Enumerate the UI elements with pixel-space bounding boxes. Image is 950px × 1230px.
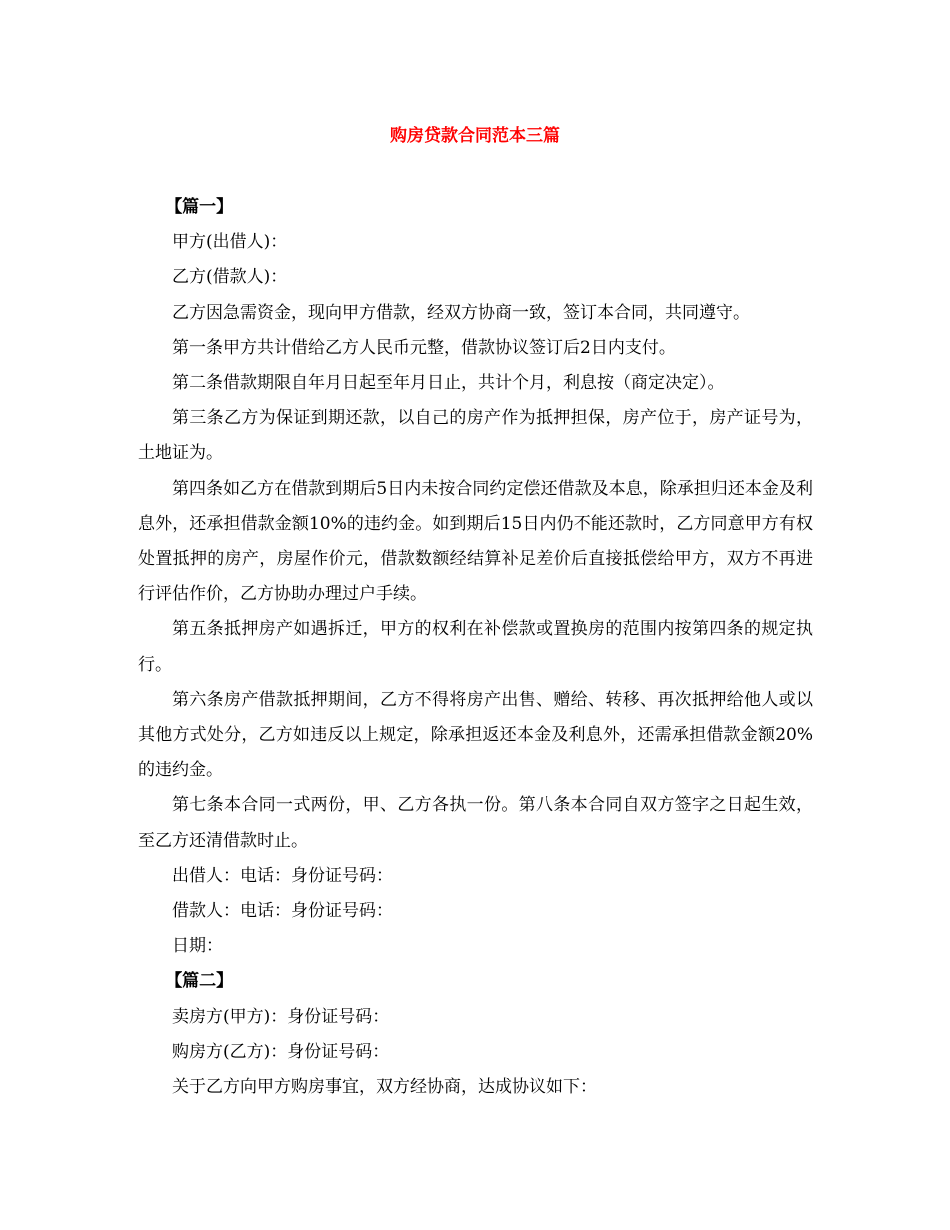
paragraph: 购房方(乙方)：身份证号码：	[172, 1041, 390, 1062]
paragraph: 第三条乙方为保证到期还款，以自己的房产作为抵押担保，房产位于，房产证号为，土地证为。	[138, 408, 813, 464]
paragraph: 日期：	[172, 936, 223, 957]
paragraph: 第二条借款期限自年月日起至年月日止，共计个月，利息按（商定决定）。	[172, 373, 725, 394]
paragraph: 第六条房产借款抵押期间，乙方不得将房产出售、赠给、转移、再次抵押给他人或以其他方式处分，乙方如违反以上规定，除承担返还本金及利息外，还需承担借款金额20%的违约金。	[138, 689, 813, 781]
paragraph: 第七条本合同一式两份，甲、乙方各执一份。第八条本合同自双方签字之日起生效，至乙方还清借款时止。	[138, 795, 813, 851]
section-heading: 【篇二】	[165, 971, 234, 992]
paragraph: 甲方(出借人)：	[172, 232, 288, 253]
section-heading: 【篇一】	[165, 197, 234, 217]
document-title: 购房贷款合同范本三篇	[390, 126, 560, 146]
paragraph: 借款人：电话：身份证号码：	[172, 901, 393, 922]
paragraph: 乙方(借款人)：	[172, 267, 288, 288]
paragraph: 第四条如乙方在借款到期后5日内未按合同约定偿还借款及本息，除承担归还本金及利息外，还承担借款金额10%的违约金。如到期后15日内仍不能还款时，乙方同意甲方有权处置抵押的房产，房屋作价元，借款数额经结算补足差价后直接抵偿给甲方，双方不再进行评估作价，乙方协助办理过户手续。	[138, 478, 813, 605]
paragraph: 出借人：电话：身份证号码：	[172, 865, 393, 886]
document-body	[138, 190, 813, 1105]
paragraph: 第五条抵押房产如遇拆迁，甲方的权利在补偿款或置换房的范围内按第四条的规定执行。	[138, 619, 813, 675]
paragraph: 卖房方(甲方)：身份证号码：	[172, 1006, 390, 1027]
paragraph: 关于乙方向甲方购房事宜，双方经协商，达成协议如下：	[172, 1077, 597, 1098]
paragraph: 第一条甲方共计借给乙方人民币元整，借款协议签订后2日内支付。	[172, 337, 676, 358]
paragraph: 乙方因急需资金，现向甲方借款，经双方协商一致，签订本合同，共同遵守。	[172, 302, 750, 323]
